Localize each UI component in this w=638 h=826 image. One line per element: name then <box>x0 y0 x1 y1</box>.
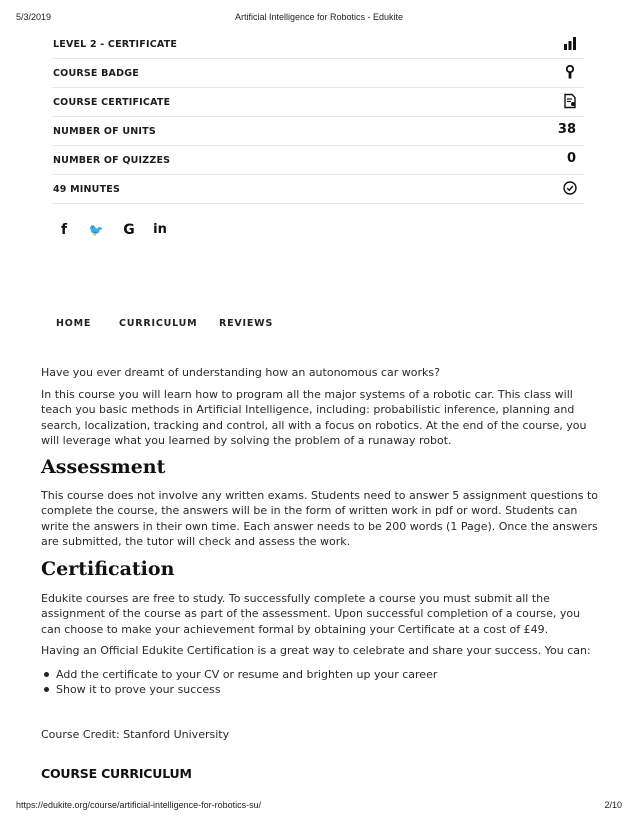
tab-curriculum[interactable]: CURRICULUM <box>119 318 198 329</box>
info-label: COURSE CERTIFICATE <box>53 97 171 108</box>
google-icon[interactable]: G <box>123 222 135 238</box>
clock-icon <box>562 180 578 196</box>
certification-heading: Certification <box>41 558 175 580</box>
facebook-icon[interactable]: f <box>60 222 68 238</box>
page-number: 2/10 <box>604 800 622 810</box>
course-curriculum-title: COURSE CURRICULUM <box>41 766 192 781</box>
units-count: 38 <box>557 122 576 137</box>
social-share-bar <box>52 222 252 242</box>
certification-paragraph-1: Edukite courses are free to study. To successfully complete a course you must submit all the assignment of the course as part of the assessment. Upon successful completion of a course, you can choose to make your achievement formal by obtaining your Certificate at a cost of £49. <box>41 592 581 636</box>
benefits-list <box>41 667 601 698</box>
intro-paragraph-2: In this course you will learn how to program all the major systems of a robotic car. This class will teach you basic methods in Artificial Intelligence, including: probabilistic inference, planning and search, localization, tracking and control, all with a focus on robotics. At the end of the course, you will leverage what you learned by solving the problem of a runaway robot. <box>41 388 587 447</box>
info-label: NUMBER OF QUIZZES <box>53 155 171 166</box>
bullet-icon <box>44 672 49 677</box>
assessment-heading: Assessment <box>41 456 166 478</box>
quizzes-count: 0 <box>566 151 576 166</box>
info-row-level <box>52 30 584 59</box>
list-item-text: Show it to prove your success <box>56 683 221 697</box>
badge-icon <box>562 64 578 80</box>
bar-chart-icon <box>562 35 578 51</box>
info-label: NUMBER OF UNITS <box>53 126 156 137</box>
print-date: 5/3/2019 <box>16 12 52 22</box>
info-row-units <box>52 117 584 146</box>
course-tabs <box>56 318 356 332</box>
info-row-duration <box>52 175 584 204</box>
twitter-icon[interactable]: 🐦 <box>88 223 104 237</box>
info-label: LEVEL 2 - CERTIFICATE <box>53 39 178 50</box>
tab-reviews[interactable]: REVIEWS <box>219 318 274 329</box>
certificate-icon <box>562 93 578 109</box>
intro-paragraph-1: Have you ever dreamt of understanding how an autonomous car works? <box>41 366 440 379</box>
info-label: COURSE BADGE <box>53 68 139 79</box>
list-item <box>41 682 601 697</box>
linkedin-icon[interactable]: in <box>153 222 167 237</box>
list-item <box>41 667 601 682</box>
info-label: 49 MINUTES <box>53 184 120 195</box>
course-info-table <box>52 30 584 204</box>
tab-home[interactable]: HOME <box>56 318 92 329</box>
print-url: https://edukite.org/course/artificial-intelligence-for-robotics-su/ <box>16 800 262 810</box>
list-item-text: Add the certificate to your CV or resume and brighten up your career <box>56 668 438 681</box>
print-header <box>0 12 638 26</box>
assessment-paragraph: This course does not involve any written exams. Students need to answer 5 assignment questions to complete the course, the answers will be in the form of written work in pdf or word. Students can write the answers in their own time. Each answer needs to be 200 words (1 Page). Once the answers are submitted, the tutor will check and assess the work. <box>41 489 599 548</box>
info-row-certificate <box>52 88 584 117</box>
course-credit: Course Credit: Stanford University <box>41 728 230 741</box>
print-footer <box>0 800 638 814</box>
print-title: Artificial Intelligence for Robotics - Edukite <box>234 12 404 22</box>
info-row-quizzes <box>52 146 584 175</box>
bullet-icon <box>44 687 49 692</box>
info-row-badge <box>52 59 584 88</box>
certification-paragraph-2: Having an Official Edukite Certification is a great way to celebrate and share your success. You can: <box>41 644 591 657</box>
